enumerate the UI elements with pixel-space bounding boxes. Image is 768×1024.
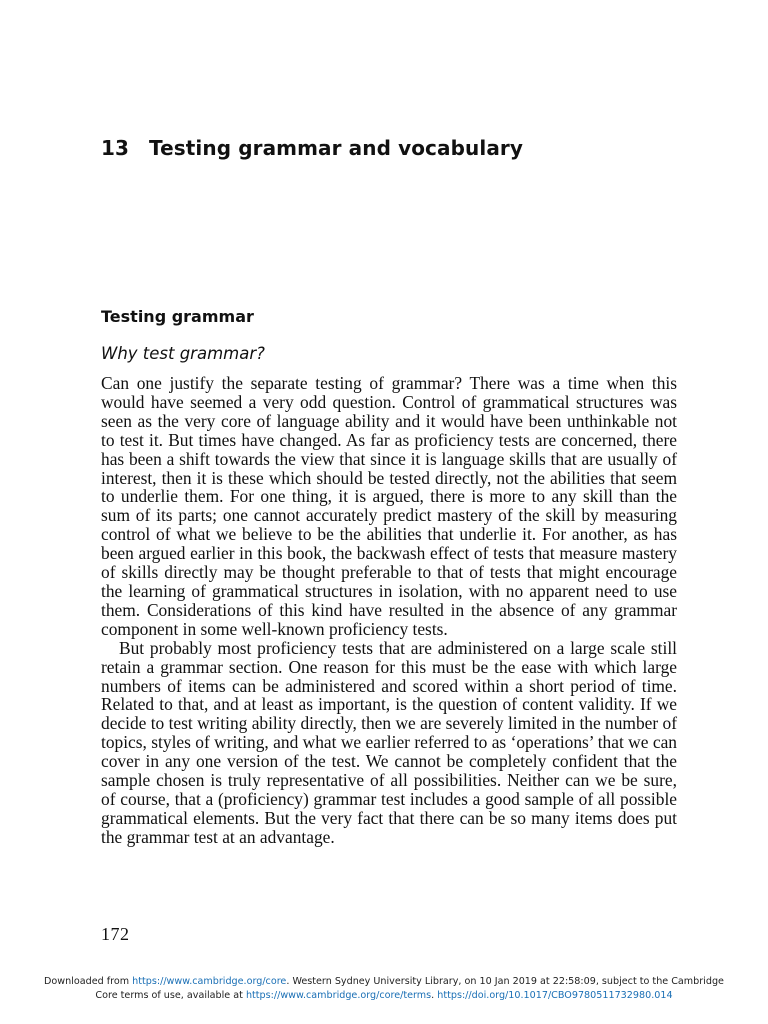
paragraph-2: But probably most proficiency tests that are administered on a large scale still retain a grammar section. One reason for this must be the ease with which large numbers of items can be administered and scored within a short period of time. Related to that, and at least as important, is the question of content validity. If we decide to test writing ability directly, then we are severely limited in the number of topics, styles of writing, and what we earlier referred to as ‘operations’ that we can cover in any one version of the test. We cannot be completely confident that the sample chosen is truly representative of all possibilities. Neither can we be sure, of course, that a (proficiency) grammar test includes a good sample of all possible grammatical elements. But the very fact that there can be so many items does put the grammar test at an advantage. <box>101 637 677 847</box>
footer-text: Core terms of use, available at <box>95 989 246 1001</box>
cambridge-core-link[interactable]: https://www.cambridge.org/core <box>132 976 287 987</box>
page-number: 172 <box>101 924 130 944</box>
footer-line-1 <box>0 975 768 989</box>
subsection-heading: Why test grammar? <box>101 344 265 363</box>
footer-text: Downloaded from <box>44 976 133 987</box>
chapter-number: 13 <box>101 136 130 160</box>
paragraph-1: Can one justify the separate testing of grammar? There was a time when this would have seemed a very odd question. Control of grammatical structures was seen as the very core of language ability and it would have been unthinkable not to test it. But times have changed. As far as proficiency tests are concerned, there has been a shift towards the view that since it is language skills that are usually of interest, then it is these which should be tested directly, not the abilities that seem to underlie them. For one thing, it is argued, there is more to any skill than the sum of its parts; one cannot accurately predict mastery of the skill by measuring control of what we believe to be the abilities that underlie it. For another, as has been argued earlier in this book, the backwash effect of tests that measure mastery of skills directly may be thought preferable to that of tests that might encourage the learning of grammatical structures in isolation, with no apparent need to use them. Considerations of this kind have resulted in the absence of any grammar component in some well-known proficiency tests. <box>101 373 677 639</box>
body-text <box>101 374 677 847</box>
section-heading: Testing grammar <box>101 307 254 326</box>
chapter-title <box>101 136 701 160</box>
footer-text: . <box>431 989 438 1001</box>
terms-link[interactable]: https://www.cambridge.org/core/terms <box>245 989 432 1001</box>
footer-text: . Western Sydney University Library, on 10 Jan 2019 at 22:58:09, subject to the Cambridge <box>286 976 724 987</box>
download-footer <box>0 975 768 1002</box>
chapter-title-text: Testing grammar and vocabulary <box>149 136 524 160</box>
footer-line-2 <box>0 989 768 1003</box>
doi-link[interactable]: https://doi.org/10.1017/CBO9780511732980.014 <box>437 989 673 1001</box>
